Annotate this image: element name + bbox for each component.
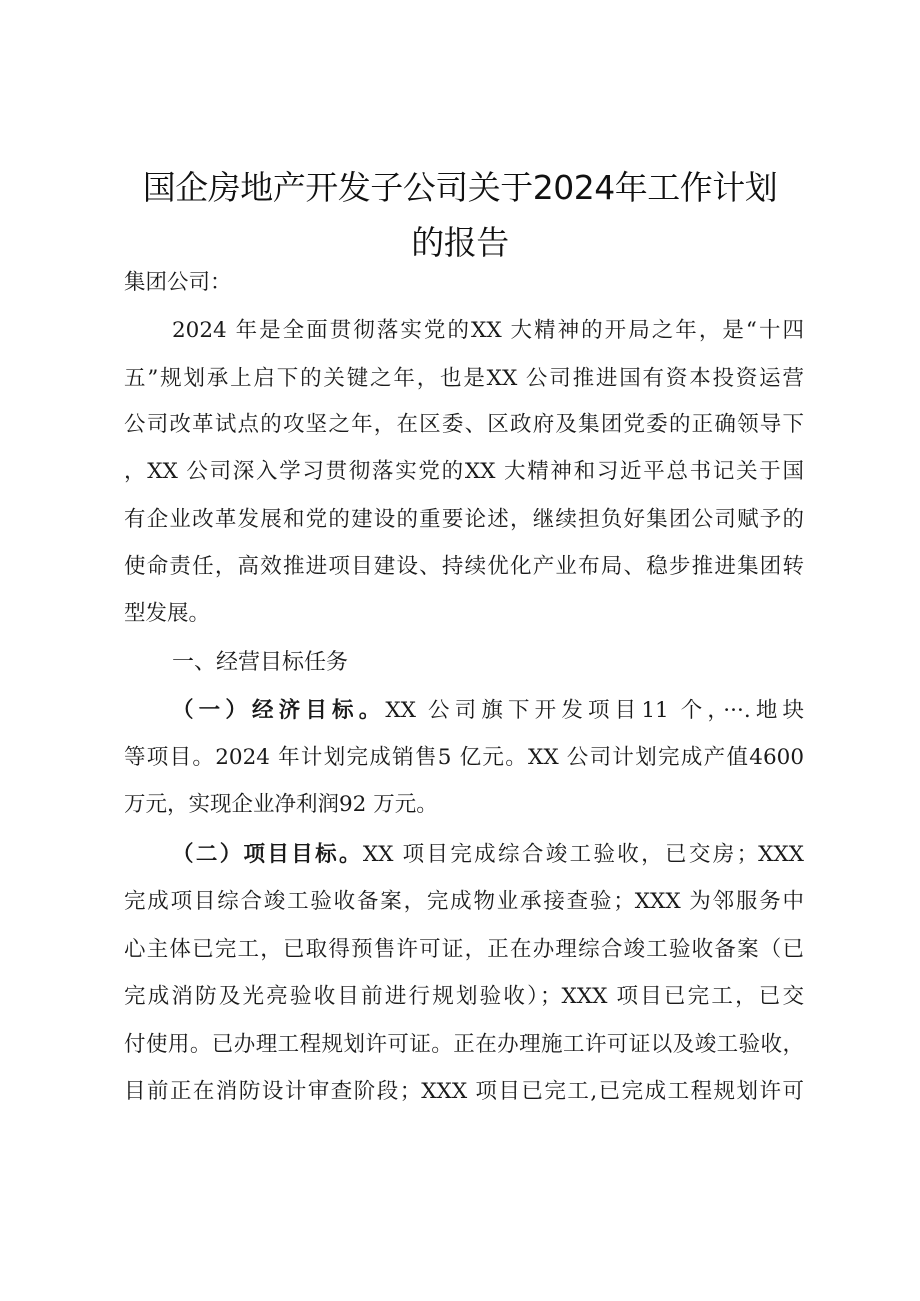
sub2-line-2: 完成项目综合竣工验收备案，完成物业承接查验；XXX 为邻服务中: [124, 889, 804, 914]
intro-line-3: 公司改革试点的攻坚之年，在区委、区政府及集团党委的正确领导下: [124, 412, 804, 437]
intro-line-6: 使命责任，高效推进项目建设、持续优化产业布局、稳步推进集团转: [124, 554, 804, 579]
sub1-line-1: [172, 696, 804, 726]
sub1-label: （一）经济目标。: [172, 698, 386, 723]
salutation: 集团公司：: [124, 270, 232, 295]
sub2-label: （二）项目目标。: [172, 842, 363, 867]
sub2-line-5: 付使用。已办理工程规划许可证。正在办理施工许可证以及竣工验收，: [124, 1032, 804, 1057]
sub1-first-text: XX 公司旗下开发项目11 个，···.地块: [385, 698, 804, 723]
sub2-line-6: 目前正在消防设计审查阶段；XXX 项目已完工,已完成工程规划许可: [124, 1079, 804, 1104]
document-title-line-1: 国企房地产开发子公司关于2024年工作计划: [142, 168, 778, 207]
sub1-line-2: 等项目。2024 年计划完成销售5 亿元。XX 公司计划完成产值4600: [124, 745, 804, 770]
document-title-line-2: 的报告: [411, 223, 509, 262]
sub1-line-3: 万元，实现企业净利润92 万元。: [124, 792, 438, 817]
intro-line-5: 有企业改革发展和党的建设的重要论述，继续担负好集团公司赋予的: [124, 507, 804, 532]
intro-line-2: 五”规划承上启下的关键之年，也是XX 公司推进国有资本投资运营: [124, 366, 804, 391]
sub2-line-1: [172, 840, 804, 870]
intro-line-4: ，XX 公司深入学习贯彻落实党的XX 大精神和习近平总书记关于国: [124, 459, 804, 484]
sub2-line-3: 心主体已完工，已取得预售许可证，正在办理综合竣工验收备案（已: [124, 937, 804, 962]
intro-line-7: 型发展。: [124, 601, 211, 626]
intro-line-1: 2024 年是全面贯彻落实党的XX 大精神的开局之年，是“十四: [172, 318, 804, 343]
sub2-first-text: XX 项目完成综合竣工验收，已交房；XXX: [362, 842, 804, 867]
sub2-line-4: 完成消防及光亮验收目前进行规划验收）；XXX 项目已完工，已交: [124, 984, 804, 1009]
section-heading: 一、经营目标任务: [172, 650, 349, 675]
